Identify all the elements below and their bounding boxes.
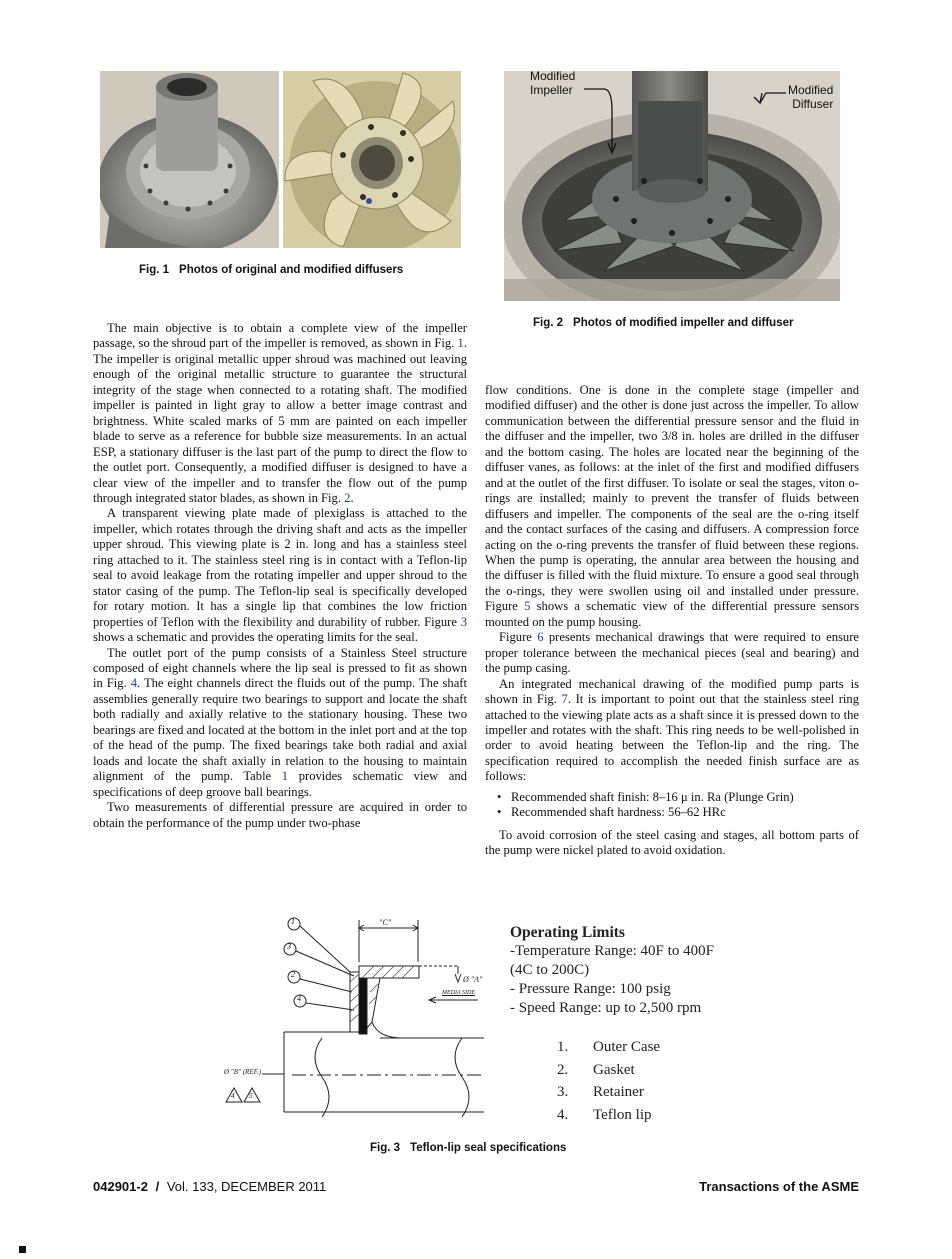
part-name: Gasket	[593, 1061, 635, 1078]
operating-limit-line: - Speed Range: up to 2,500 rpm	[510, 1000, 702, 1016]
tri-label-4: 4	[231, 1092, 235, 1100]
tri-label-5: 5	[249, 1092, 253, 1100]
left-paragraph-3	[93, 646, 467, 801]
part-name: Retainer	[593, 1084, 644, 1100]
fig2-link[interactable]: 2	[344, 490, 351, 505]
fig4-link[interactable]: 4	[130, 676, 138, 691]
footer-separator: /	[155, 1179, 160, 1194]
fig2-photo-impeller-diffuser	[504, 71, 840, 301]
corner-mark	[19, 1246, 26, 1253]
callout-4: 4	[297, 994, 301, 1003]
fig2-label-impeller-line2: Impeller	[530, 83, 573, 97]
left-paragraph-4: Two measurements of differential pressure are acquired in order to obtain the performance of the pump under two-phase	[93, 800, 467, 830]
text-span: The outlet port of the pump consists of a Stainless Steel structure composed of eight channels where the lip seal is pressed to fit as shown in Fig.	[93, 645, 467, 691]
fig3-caption	[370, 1142, 566, 1154]
fig5-link[interactable]: 5	[524, 599, 531, 614]
text-span: shows a schematic and provides the operating limits for the seal.	[93, 630, 418, 645]
fig3-caption-text: Teflon-lip seal specifications	[410, 1142, 567, 1154]
part-number: 4.	[557, 1106, 569, 1123]
part-name: Outer Case	[593, 1039, 661, 1055]
right-paragraph-3	[485, 677, 859, 785]
fig2-caption-text: Photos of modified impeller and diffuser	[573, 317, 794, 329]
fig2-label-modified-diffuser	[788, 83, 833, 111]
fig2-label-diffuser-line2: Diffuser	[792, 97, 834, 111]
callout-3: 3	[287, 942, 291, 951]
table1-link[interactable]: 1	[281, 769, 289, 784]
media-side-label: MEDIA SIDE	[442, 990, 476, 996]
fig2-label-modified-impeller	[530, 71, 575, 97]
fig3-seal-drawing	[222, 912, 492, 1127]
fig2-label-impeller-line1: Modified	[530, 71, 576, 83]
left-column	[93, 321, 467, 831]
operating-limit-line: -Temperature Range: 40F to 400F	[510, 943, 714, 959]
callout-1: 1	[291, 917, 295, 926]
part-number: 1.	[557, 1039, 569, 1055]
text-span: A transparent viewing plate made of plexiglass is attached to the impeller, which rotates through the driving shaft and acts as the impeller upper shroud. This viewing plate is 2 in. long and has a stainless steel ring attached to it. The stainless steel ring is in contact with a Teflon-lip seal to avoid leakage from the rotating impeller and upper shroud to the stator casing of the pump. The Teflon-lip seal is specifically developed for rotary motion. It has a single lip that combines the low friction properties of Teflon with the flexibility and durability of rubber. Figure	[93, 506, 467, 629]
fig2-label-diffuser-line1: Modified	[788, 83, 834, 97]
specification-item: • Recommended shaft finish: 8–16 μ in. Ra (Plunge Grin)	[497, 790, 859, 805]
journal-name: Transactions of the ASME	[699, 1179, 859, 1194]
fig1-photo-original-diffuser	[100, 71, 279, 248]
text-span: The main objective is to obtain a complete view of the impeller passage, so the shroud part of the impeller is removed, as shown in Fig.	[93, 321, 467, 351]
text-span: .	[350, 490, 354, 505]
specification-list	[485, 790, 859, 821]
fig3-link[interactable]: 3	[460, 614, 467, 629]
dim-a-label: Ø "A"	[463, 975, 483, 984]
part-name: Teflon lip	[593, 1106, 652, 1123]
part-item	[557, 1062, 660, 1085]
volume-info: Vol. 133, DECEMBER 2011	[166, 1179, 327, 1194]
part-number: 2.	[557, 1061, 569, 1078]
operating-limit-line: - Pressure Range: 100 psig	[510, 981, 671, 997]
seal-parts-list	[557, 1039, 660, 1129]
seal-drawing-svg	[222, 912, 492, 1127]
operating-limit-line: (4C to 200C)	[510, 962, 590, 978]
right-paragraph-2	[485, 630, 859, 676]
fig1-link[interactable]: 1	[457, 336, 464, 351]
fig1-caption-text: Photos of original and modified diffusers	[179, 264, 404, 276]
right-column	[485, 383, 859, 859]
text-span: Figure	[499, 630, 538, 645]
text-span: presents mechanical drawings that were required to ensure proper tolerance between the mechanical pieces (seal and bearing) and the pump casing.	[485, 630, 860, 676]
operating-limits-heading: Operating Limits	[510, 924, 625, 941]
fig2-caption	[533, 317, 793, 329]
part-item	[557, 1107, 660, 1130]
text-span: . The eight channels direct the fluids out of the pump. The shaft assemblies generally require two bearings to support and locate the shaft both radially and axially relative to the stationary housing. These two bearings are fixed and located at the bottom in the inlet port and at the top of the head of the pump. The fixed bearings take both radial and axial loads and locate the shaft axially in relation to the housing to maintain alignment of the pump. Table	[93, 676, 468, 784]
fig7-link[interactable]: 7	[561, 692, 568, 707]
fig6-link[interactable]: 6	[537, 630, 544, 645]
text-span: An integrated mechanical drawing of the modified pump parts is shown in Fig.	[485, 676, 859, 707]
fig1-caption	[139, 264, 403, 276]
fig2-caption-number: Fig. 2	[533, 317, 564, 329]
text-span: provides schematic view and specifications of deep groove ball bearings.	[93, 769, 467, 799]
part-item	[557, 1084, 660, 1107]
fig1-photo-modified-diffuser	[283, 71, 461, 248]
text-span: . It is important to point out that the stainless steel ring attached to the viewing plate acts as a shaft since it is pressed down to the impeller and rotates with the shaft. This ring needs to be well-polished in order to avoid heating between the Teflon-lip and the ring. The specification required to accomplish the needed finish surface are as follows:	[485, 692, 859, 784]
part-item	[557, 1039, 660, 1062]
right-paragraph-4: To avoid corrosion of the steel casing and stages, all bottom parts of the pump were nickel plated to avoid oxidation.	[485, 827, 859, 858]
page-footer-left	[93, 1179, 326, 1194]
left-paragraph-2	[93, 506, 467, 645]
fig1-caption-number: Fig. 1	[139, 264, 170, 276]
callout-2: 2	[291, 970, 295, 979]
text-span: shows a schematic view of the differential pressure sensors mounted on the pump housing.	[485, 599, 859, 629]
part-number: 3.	[557, 1084, 569, 1100]
text-span: flow conditions. One is done in the complete stage (impeller and modified diffuser) and the other is done just across the impeller. To allow communication between the differential pressure sensor and the fluid in the diffuser and the impeller, two 3/8 in. holes are drilled in the diffuser and the bottom casing. The holes are located near the beginning of the diffuser vanes, as follows: at the inlet of the first and modified diffusers and at the outlet of the first diffuser. To isolate or seal the stages, viton o-rings are installed; mainly to prevent the transfer of fluids between diffusers and impeller. The components of the seal are the o-ring itself and the contact surfaces of the casing and diffusers. A compression force acting on the o-ring prevents the transfer of fluid between these regions. When the pump is operating, the annular area between the housing and the diffuser is filled with the fluid mixture. To ensure a good seal through the o-rings, they were swollen using oil and installed under pressure. Figure	[485, 383, 859, 614]
dim-b-label: Ø "B" (REF.)	[224, 1068, 262, 1076]
dim-c-label: "C"	[379, 918, 392, 927]
fig3-caption-number: Fig. 3	[370, 1142, 401, 1154]
left-paragraph-1	[93, 321, 467, 506]
text-span: . The impeller is original metallic upper shroud was machined out leaving enough of the original metallic structure to guarantee the structural integrity of the stage when connected to a rotating shaft. The modified impeller is painted in light gray to allow a better image contrast and brightness. White scaled marks of 5 mm are painted on each impeller blade to serve as a reference for bubble size measurements. In an actual ESP, a stationary diffuser is the last part of the pump to direct the flow to the outlet port. Consequently, a modified diffuser is designed to have a clear view of the impeller and to transfer the flow out of the pump through integrated stator blades, as shown in Fig.	[93, 336, 467, 505]
operating-limits	[510, 923, 714, 1018]
specification-item: • Recommended shaft hardness: 56–62 HRc	[497, 805, 859, 820]
right-paragraph-1	[485, 383, 859, 630]
page-id: 042901-2	[93, 1179, 148, 1194]
